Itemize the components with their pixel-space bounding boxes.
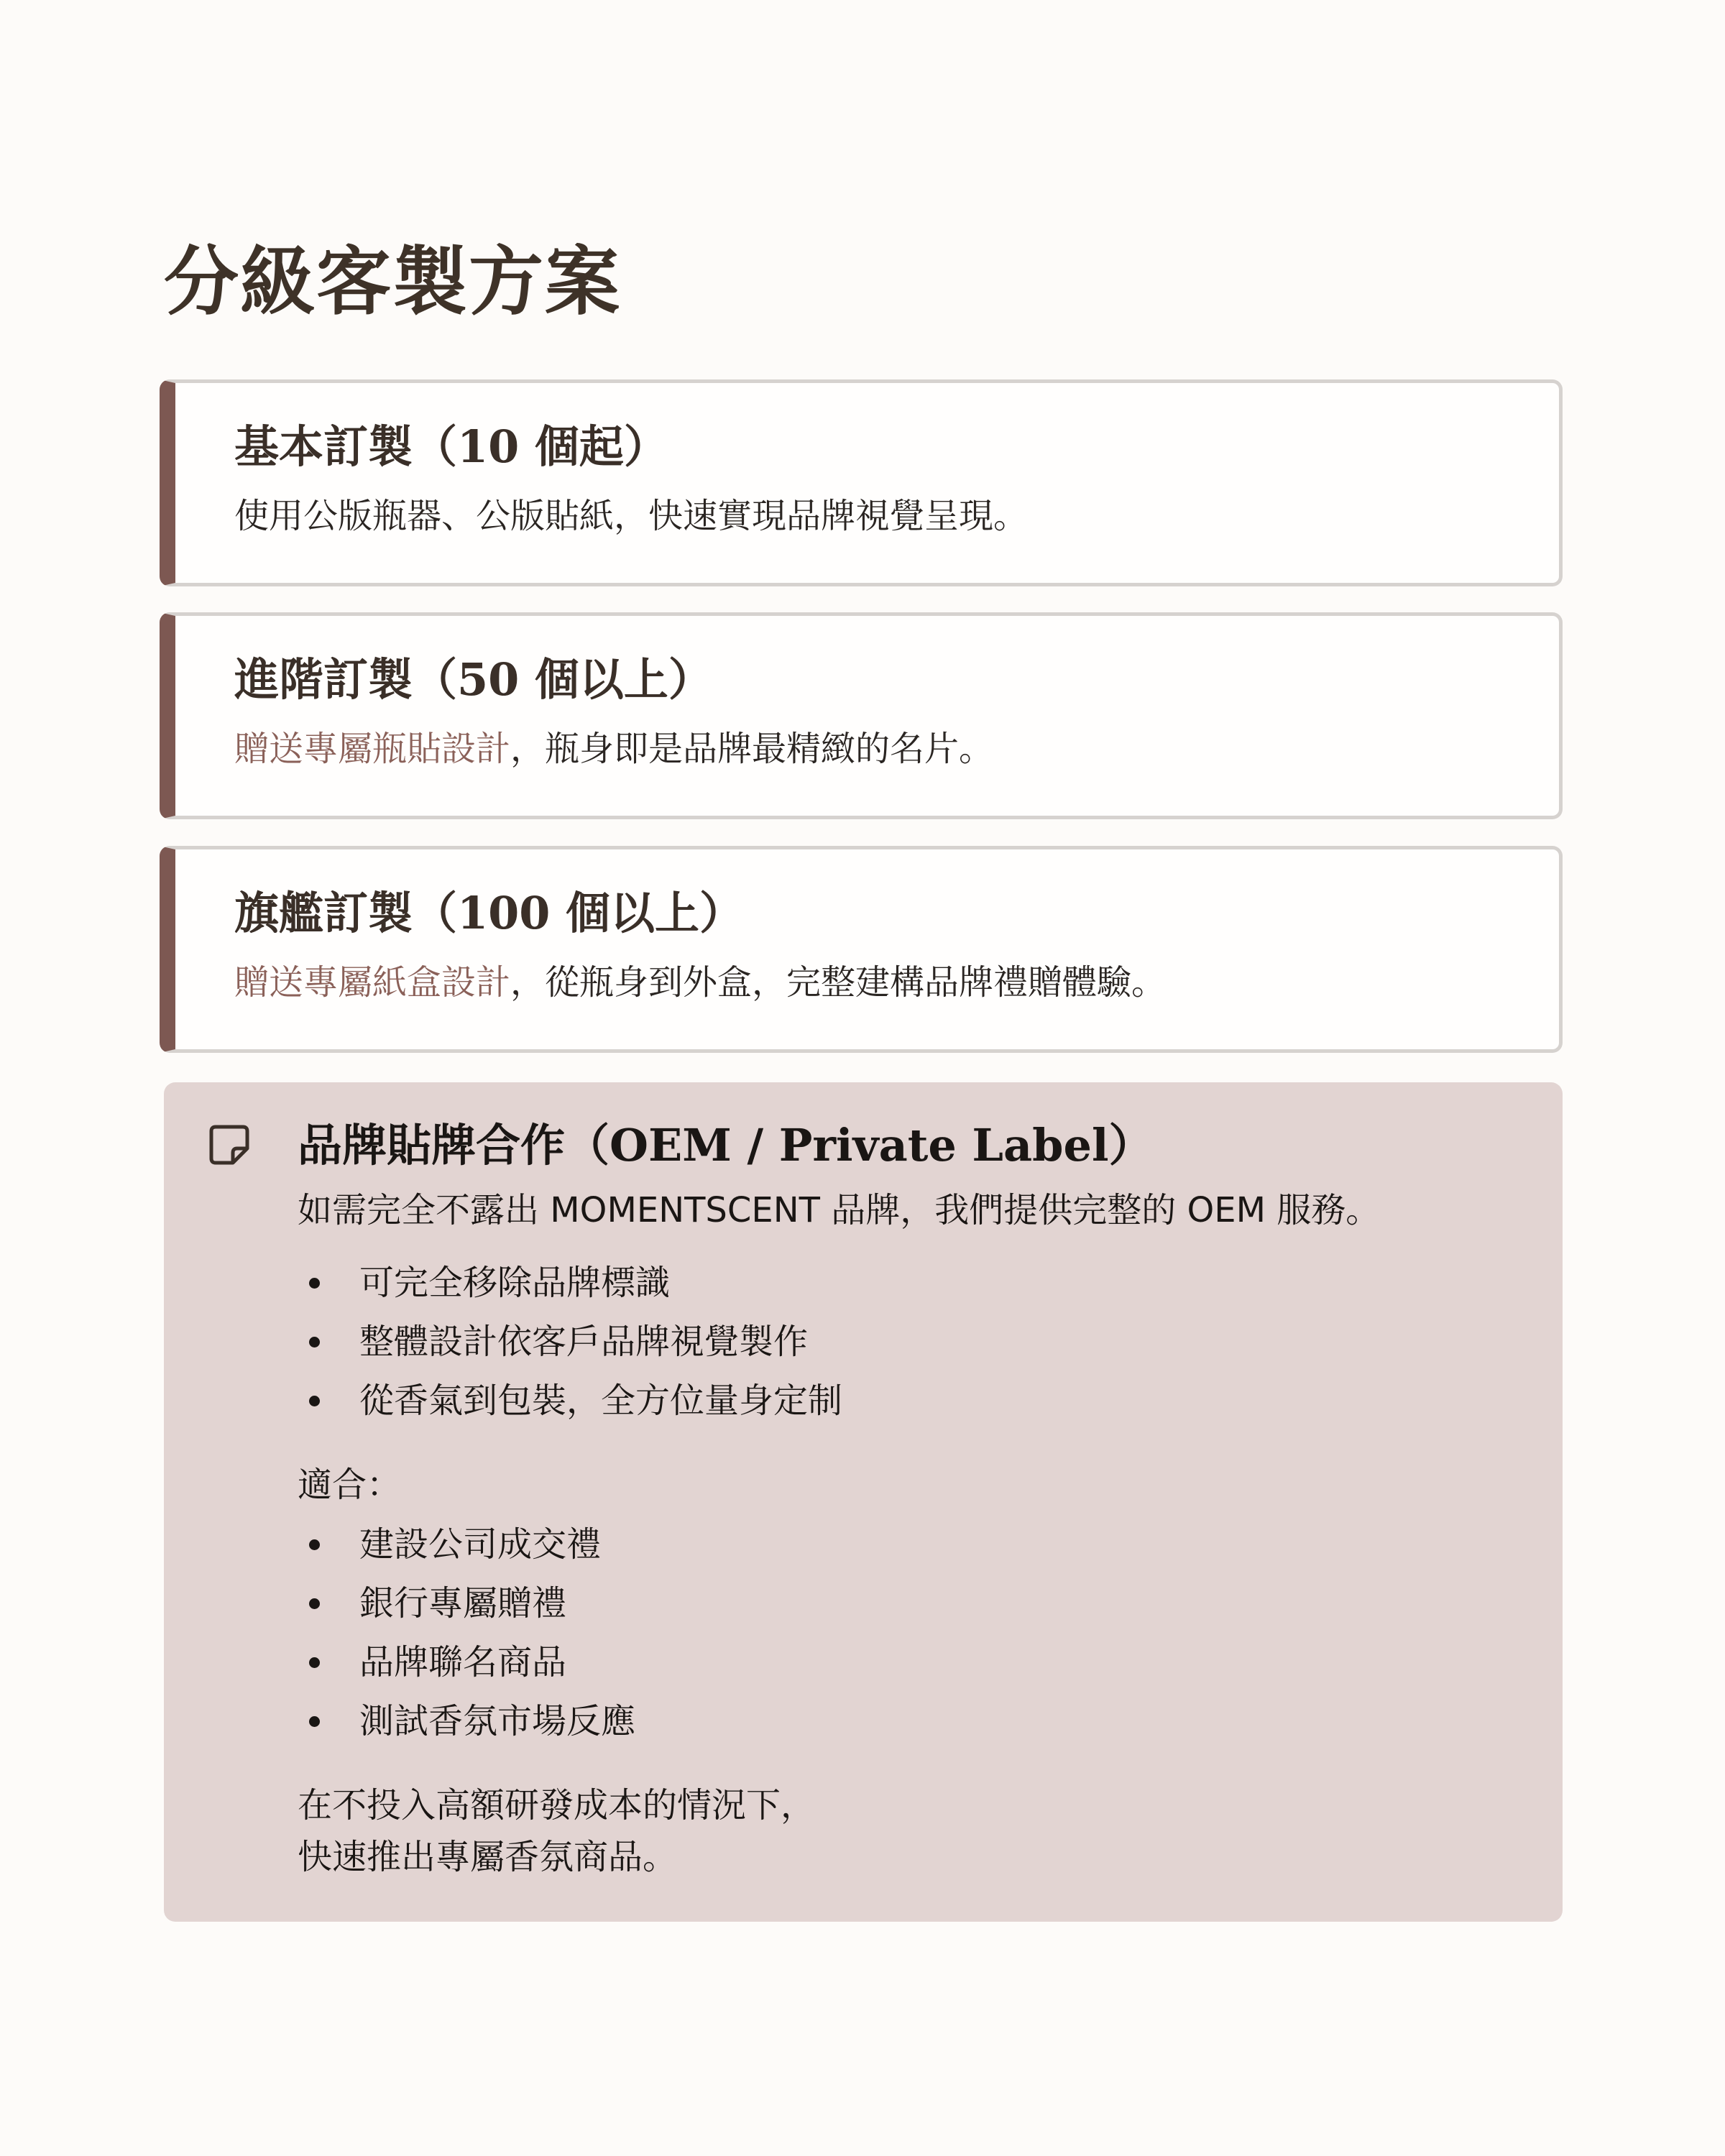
suitable-label: 適合：: [298, 1465, 402, 1505]
tier-description: [234, 491, 1028, 541]
list-item: 測試香氛市場反應: [298, 1692, 635, 1751]
tier-description-text: ，從瓶身到外盒，完整建構品牌禮贈體驗。: [510, 962, 1167, 1003]
tier-description-text: ，瓶身即是品牌最精緻的名片。: [510, 729, 994, 769]
tier-title: 旗艦訂製（100 個以上）: [234, 887, 745, 939]
oem-feature-list: [298, 1253, 842, 1430]
tier-highlight: 贈送專屬瓶貼設計: [234, 729, 511, 769]
list-item: 可完全移除品牌標識: [298, 1253, 842, 1312]
closing-line-1: 在不投入高額研發成本的情況下，: [298, 1785, 816, 1825]
tier-description: [234, 957, 1166, 1008]
oem-intro: 如需完全不露出 MOMENTSCENT 品牌，我們提供完整的 OEM 服務。: [298, 1190, 1381, 1230]
tier-highlight: 贈送專屬紙盒設計: [234, 962, 511, 1003]
note-icon: [208, 1124, 250, 1166]
list-item: 品牌聯名商品: [298, 1633, 635, 1692]
list-item: 銀行專屬贈禮: [298, 1574, 635, 1633]
tier-card-basic: [160, 379, 1563, 586]
tier-description: [234, 724, 993, 774]
suitable-list: [298, 1515, 635, 1751]
closing-line-2: 快速推出專屬香氛商品。: [298, 1837, 678, 1877]
page-title: 分級客製方案: [164, 237, 622, 326]
tier-description-text: 使用公版瓶器、公版貼紙，快速實現品牌視覺呈現。: [234, 496, 1029, 536]
tier-title: 基本訂製（10 個起）: [234, 420, 668, 473]
list-item: 建設公司成交禮: [298, 1515, 635, 1574]
oem-title: 品牌貼牌合作（OEM / Private Label）: [298, 1119, 1154, 1171]
list-item: 從香氣到包裝，全方位量身定制: [298, 1371, 842, 1430]
list-item: 整體設計依客戶品牌視覺製作: [298, 1312, 842, 1371]
oem-callout: [164, 1082, 1563, 1922]
tier-card-flagship: [160, 846, 1563, 1053]
tier-title: 進階訂製（50 個以上）: [234, 653, 713, 706]
tier-card-advanced: [160, 612, 1563, 819]
